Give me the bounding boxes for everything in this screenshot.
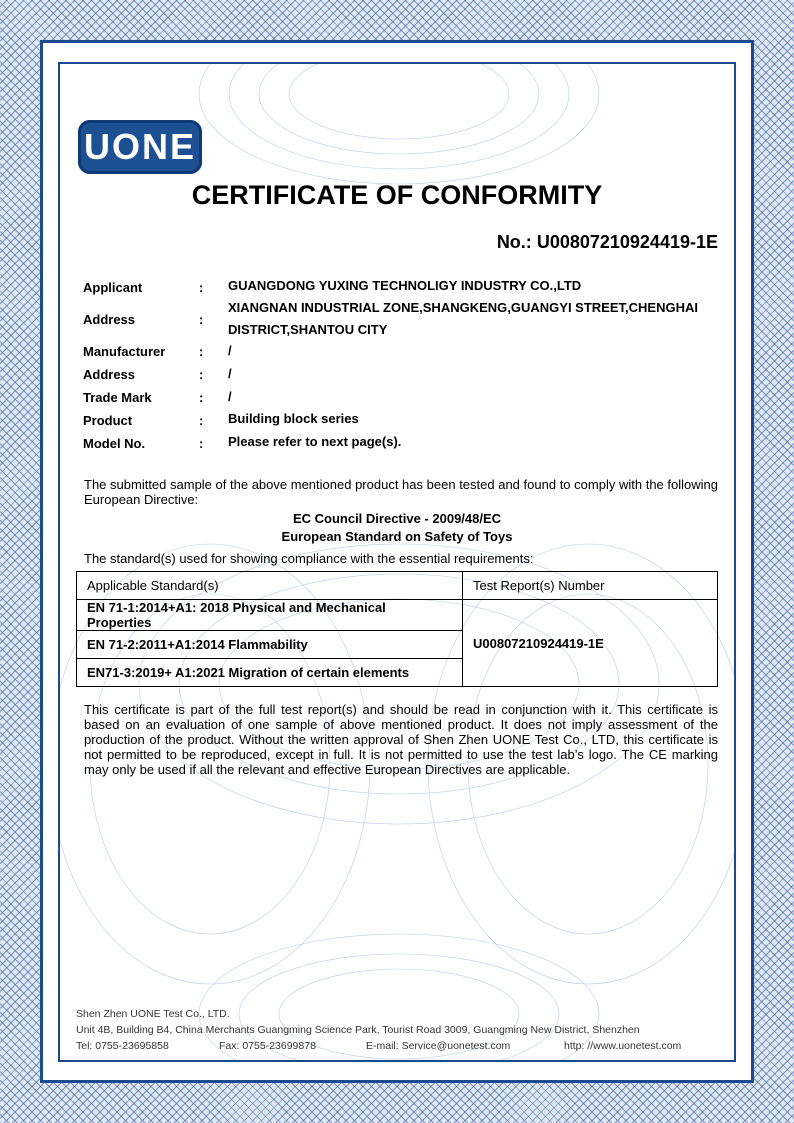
directive-line2: European Standard on Safety of Toys — [281, 529, 513, 544]
disclaimer: This certificate is part of the full test report(s) and should be read in conjunction with it. This certificate is based on an evaluation of one sample of above mentioned product. It does not imply assessment of the production of the product. Without the written approval of Shen Zhen UONE Test Co., LTD, this certificate is not permitted to be reproduced, except in full. It is not permitted to use the test lab’s logo. The CE marking may only be used if all the relevant and effective European Directives are applicable. — [84, 702, 718, 777]
footer-tel: Tel: 0755-23695858 — [76, 1040, 169, 1052]
directive-line1: EC Council Directive - 2009/48/EC — [292, 511, 502, 526]
report-number-cell: U00807210924419-1E — [463, 600, 718, 687]
footer — [76, 1006, 716, 1054]
standard-cell: EN 71-1:2014+A1: 2018 Physical and Mechanical Properties — [77, 600, 463, 631]
page-title: CERTIFICATE OF CONFORMITY — [191, 180, 603, 210]
standard-cell: EN71-3:2019+ A1:2021 Migration of certain elements — [77, 659, 463, 687]
uone-logo: UONE — [78, 120, 202, 174]
footer-company: Shen Zhen UONE Test Co., LTD. — [76, 1008, 230, 1020]
footer-contacts — [76, 1038, 716, 1054]
table-row — [77, 600, 718, 631]
footer-email[interactable]: E-mail: Service@uonetest.com — [366, 1040, 511, 1052]
standards-table — [76, 571, 718, 687]
table-header-row — [77, 572, 718, 600]
compliance-statement: The submitted sample of the above mentioned product has been tested and found to comply with the following European Directive: — [84, 477, 718, 507]
footer-address: Unit 4B, Building B4, China Merchants Guangming Science Park, Tourist Road 3009, Guangming New District, Shenzhen — [76, 1024, 640, 1036]
certificate-number: No.: U00807210924419-1E — [496, 232, 718, 252]
footer-website[interactable]: http: //www.uonetest.com — [564, 1040, 682, 1052]
table-header: Test Report(s) Number — [463, 572, 718, 600]
standards-intro: The standard(s) used for showing compliance with the essential requirements: — [84, 551, 534, 566]
standard-cell: EN 71-2:2011+A1:2014 Flammability — [77, 631, 463, 659]
footer-fax: Fax: 0755-23699878 — [219, 1040, 316, 1052]
table-header: Applicable Standard(s) — [77, 572, 463, 600]
